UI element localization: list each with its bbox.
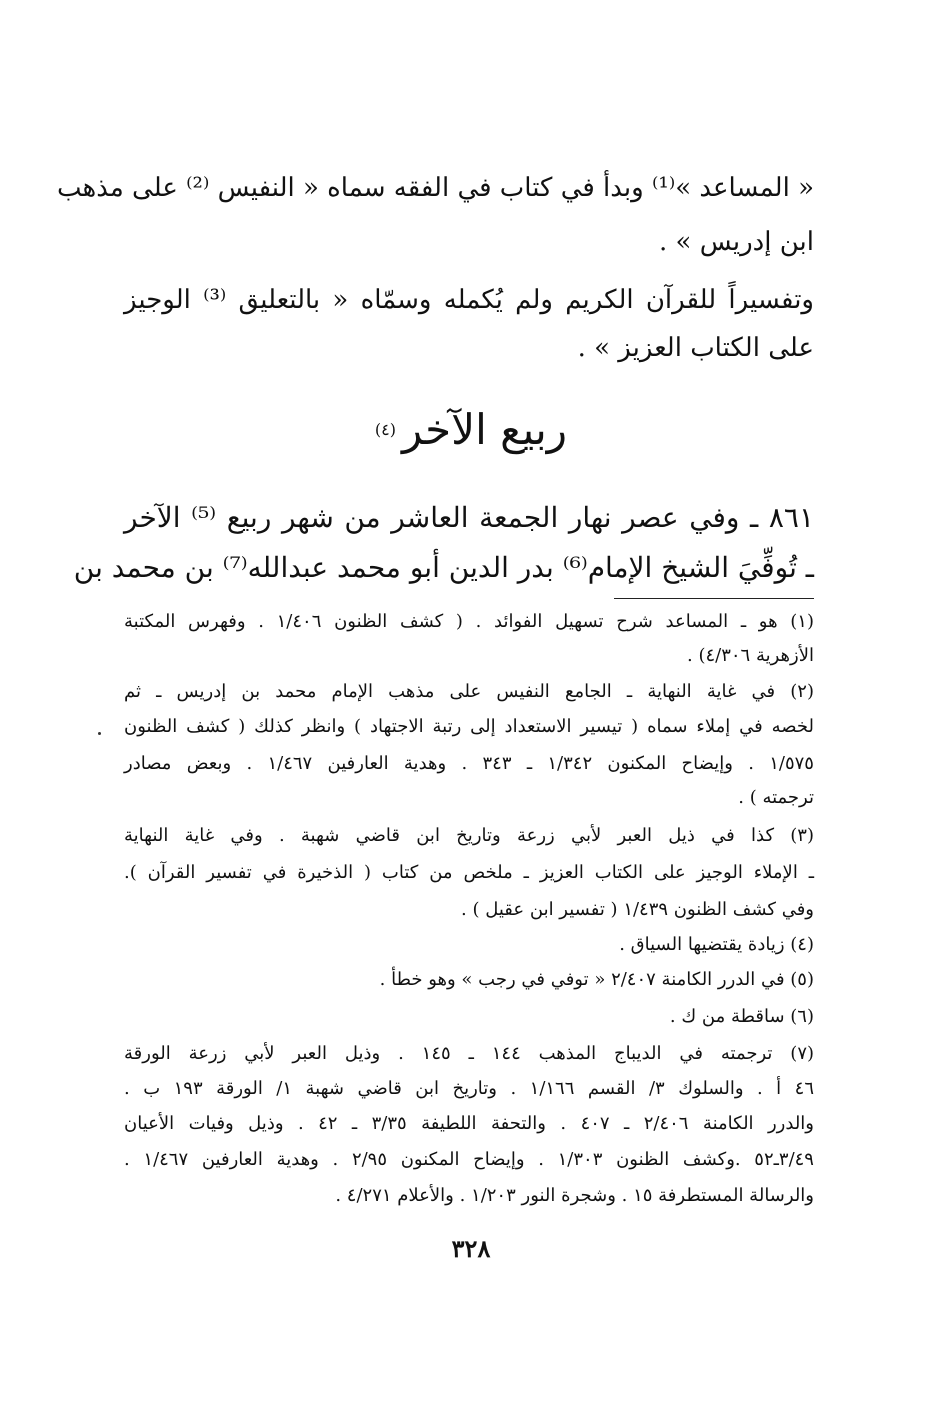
footnote-line-5: ١/٥٧٥ . وإيضاح المكنون ١/٣٤٢ ـ ٣٤٣ . وهدية العارفين ١/٤٦٧ . وبعض مصادر [124,753,814,774]
entry-line-1: ٨٦١ ـ وفي عصر نهار الجمعة العاشر من شهر ربيع ⁽⁵⁾ الآخر [124,501,814,534]
footnote-separator [614,598,814,599]
footnote-line-14: ٤٦ أ . والسلوك ٣/ القسم ١/١٦٦ . وتاريخ ابن قاضي شهبة ١/ الورقة ١٩٣ ب . [124,1078,814,1099]
footnote-line-13: (٧) ترجمته في الديباج المذهب ١٤٤ ـ ١٤٥ . وذيل العبر لأبي زرعة الورقة [124,1043,815,1064]
footnote-line-16: ٣/٤٩ـ٥٢ .وكشف الظنون ١/٣٠٣ . وإيضاح المكنون ٢/٩٥ . وهدية العارفين ١/٤٦٧ . [124,1149,814,1170]
entry-line-2: ـ تُوفِّيَ الشيخ الإمام⁽⁶⁾ بدر الدين أبو محمد عبدالله⁽⁷⁾ بن محمد بن [73,551,814,584]
section-heading-title: ربيع الآخر [401,405,568,454]
body-line-2: ابن إدريس » . [659,227,814,257]
footnote-line-10: (٤) زيادة يقتضيها السياق . [619,934,814,955]
page-number: ٣٢٨ [451,1234,491,1263]
footnote-line-7: (٣) كذا في ذيل العبر لأبي زرعة وتاريخ ابن قاضي شهبة . وفي غاية النهاية [124,825,814,846]
footnote-line-8: ـ الإملاء الوجيز على الكتاب العزيز ـ ملخص من كتاب ( الذخيرة في تفسير القرآن ). [124,862,814,883]
footnote-line-6: ترجمته ) . [738,787,814,808]
footnote-line-4: لخصه في إملاء سماه ( تيسير الاستعداد إلى رتبة الاجتهاد ) وانظر كذلك ( كشف الظنون [124,716,814,737]
footnote-line-9: وفي كشف الظنون ١/٤٣٩ ( تفسير ابن عقيل ) . [461,899,814,920]
footnote-line-2: الأزهرية ٤/٣٠٦) . [687,645,814,666]
body-line-1: « المساعد »⁽¹⁾ وبدأ في كتاب في الفقه سماه « النفيس ⁽²⁾ على مذهب [56,173,814,203]
section-heading-footnote-marker: (٤) [374,420,396,439]
footnote-line-15: والدرر الكامنة ٢/٤٠٦ ـ ٤٠٧ . والتحفة اللطيفة ٣/٣٥ ـ ٤٢ . وذيل وفيات الأعيان [124,1113,815,1134]
section-heading [0,400,942,460]
body-line-4: على الكتاب العزيز » . [577,333,814,363]
body-line-3: وتفسيراً للقرآن الكريم ولم يُكمله وسمّاه « بالتعليق ⁽³⁾ الوجيز [124,285,814,315]
footnote-line-11: (٥) في الدرر الكامنة ٢/٤٠٧ « توفي في رجب » وهو خطأ . [379,969,814,990]
footnote-line-1: (١) هو ـ المساعد شرح تسهيل الفوائد . ( كشف الظنون ١/٤٠٦ . وفهرس المكتبة [124,611,814,632]
footnote-line-17: والرسالة المستطرفة ١٥ . وشجرة النور ١/٢٠٣ . والأعلام ٤/٢٧١ . [335,1185,814,1206]
footnote-line-3: (٢) في غاية النهاية ـ الجامع النفيس على مذهب الإمام محمد بن إدريس ـ ثم [124,681,814,702]
footnote-line-12: (٦) ساقطة من ك . [669,1006,814,1027]
margin-speck [98,732,101,735]
